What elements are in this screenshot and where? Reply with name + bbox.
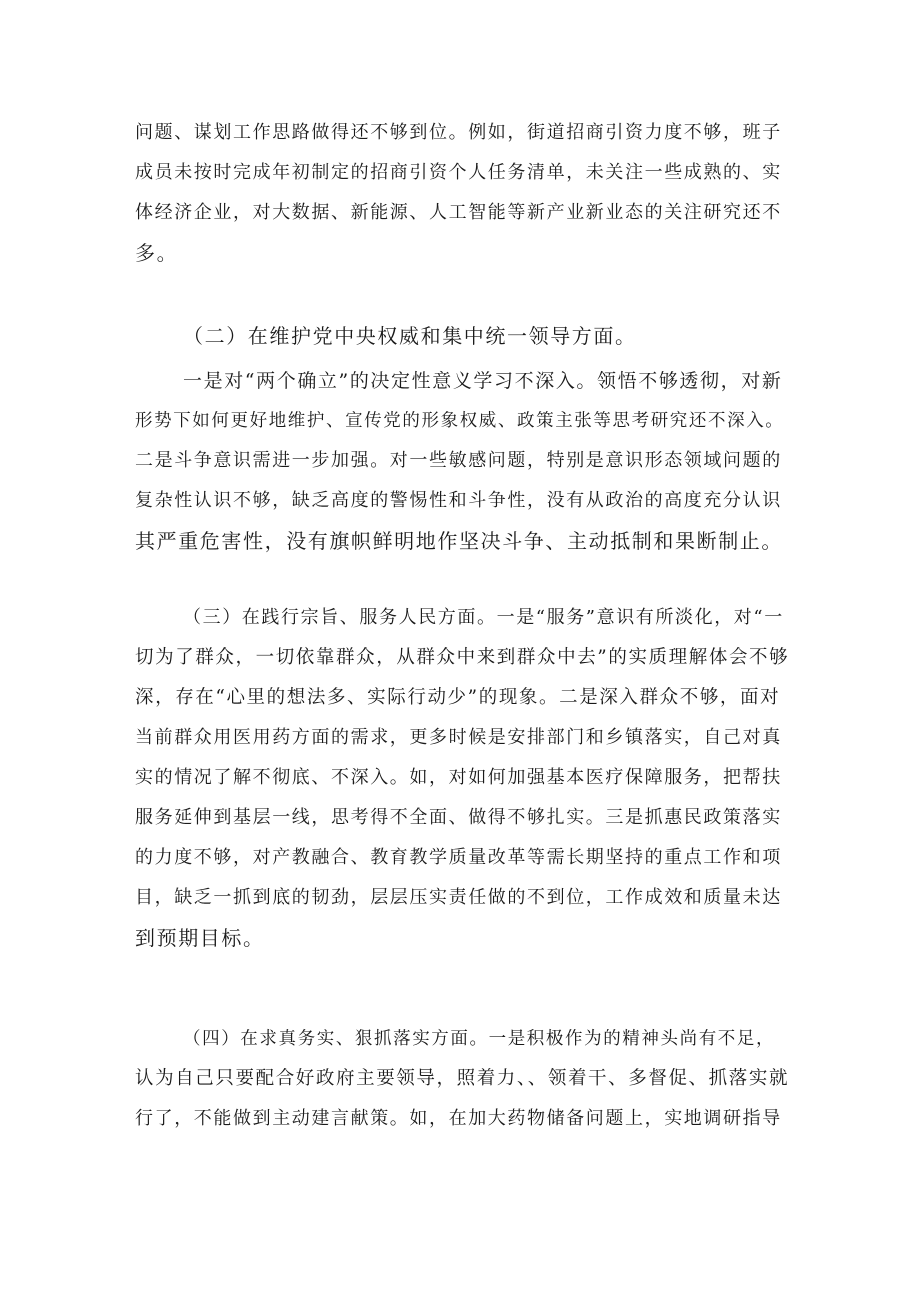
paragraph-3 [135,598,790,958]
text-line: 成员未按时完成年初制定的招商引资个人任务清单，未关注一些成熟的、实 [135,162,782,183]
text-line: （三）在践行宗旨、服务人民方面。一是“服务”意识有所淡化，对“一 [183,607,784,628]
paragraph-4 [135,1019,790,1139]
text-line: 的力度不够，对产教融合、教育教学质量改革等需长期坚持的重点工作和项 [135,847,782,868]
text-line: 实的情况了解不彻底、不深入。如，对如何加强基本医疗保障服务，把帮扶 [135,767,782,788]
text-line: 复杂性认识不够，缺乏高度的警惕性和斗争性，没有从政治的高度充分认识 [135,490,782,511]
text-line: 当前群众用医用药方面的需求，更多时候是安排部门和乡镇落实，自己对真 [135,727,782,748]
text-line: 形势下如何更好地维护、宣传党的形象权威、政策主张等思考研究还不深入。 [135,411,785,431]
text-line: 目，缺乏一抓到底的韧劲，层层压实责任做的不到位，工作成效和质量未达 [135,887,782,908]
text-line: 到预期目标。 [135,926,265,950]
text-line: 行了，不能做到主动建言献策。如，在加大药物储备问题上，实地调研指导 [135,1108,782,1129]
heading-text: （二）在维护党中央权威和集中统一领导方面。 [183,324,637,348]
section-heading-2 [135,316,790,356]
text-line: （四）在求真务实、狠抓落实方面。一是积极作为的精神头尚有不足， [183,1029,776,1049]
text-line: 多。 [135,241,179,265]
text-line: 体经济企业，对大数据、新能源、人工智能等新产业新业态的关注研究还不 [135,202,782,223]
text-line: 问题、谋划工作思路做得还不够到位。例如，街道招商引资力度不够，班子 [135,122,782,143]
text-line: 切为了群众，一切依靠群众，从群众中来到群众中去”的实质理解体会不够 [135,647,790,668]
paragraph-1 [135,113,790,273]
text-line: 其严重危害性，没有旗帜鲜明地作坚决斗争、主动抵制和果断制止。 [135,529,783,553]
paragraph-2 [135,361,790,561]
text-line: 二是斗争意识需进一步加强。对一些敏感问题，特别是意识形态领域问题的 [135,450,782,471]
text-line: 一是对“两个确立”的决定性意义学习不深入。领悟不够透彻，对新 [183,370,783,392]
text-line: 认为自己只要配合好政府主要领导，照着力、、领着干、多督促、抓落实就 [135,1068,790,1089]
text-line: 深，存在“心里的想法多、实际行动少”的现象。二是深入群众不够，面对 [135,687,781,708]
text-line: 服务延伸到基层一线，思考得不全面、做得不够扎实。三是抓惠民政策落实 [135,807,782,828]
